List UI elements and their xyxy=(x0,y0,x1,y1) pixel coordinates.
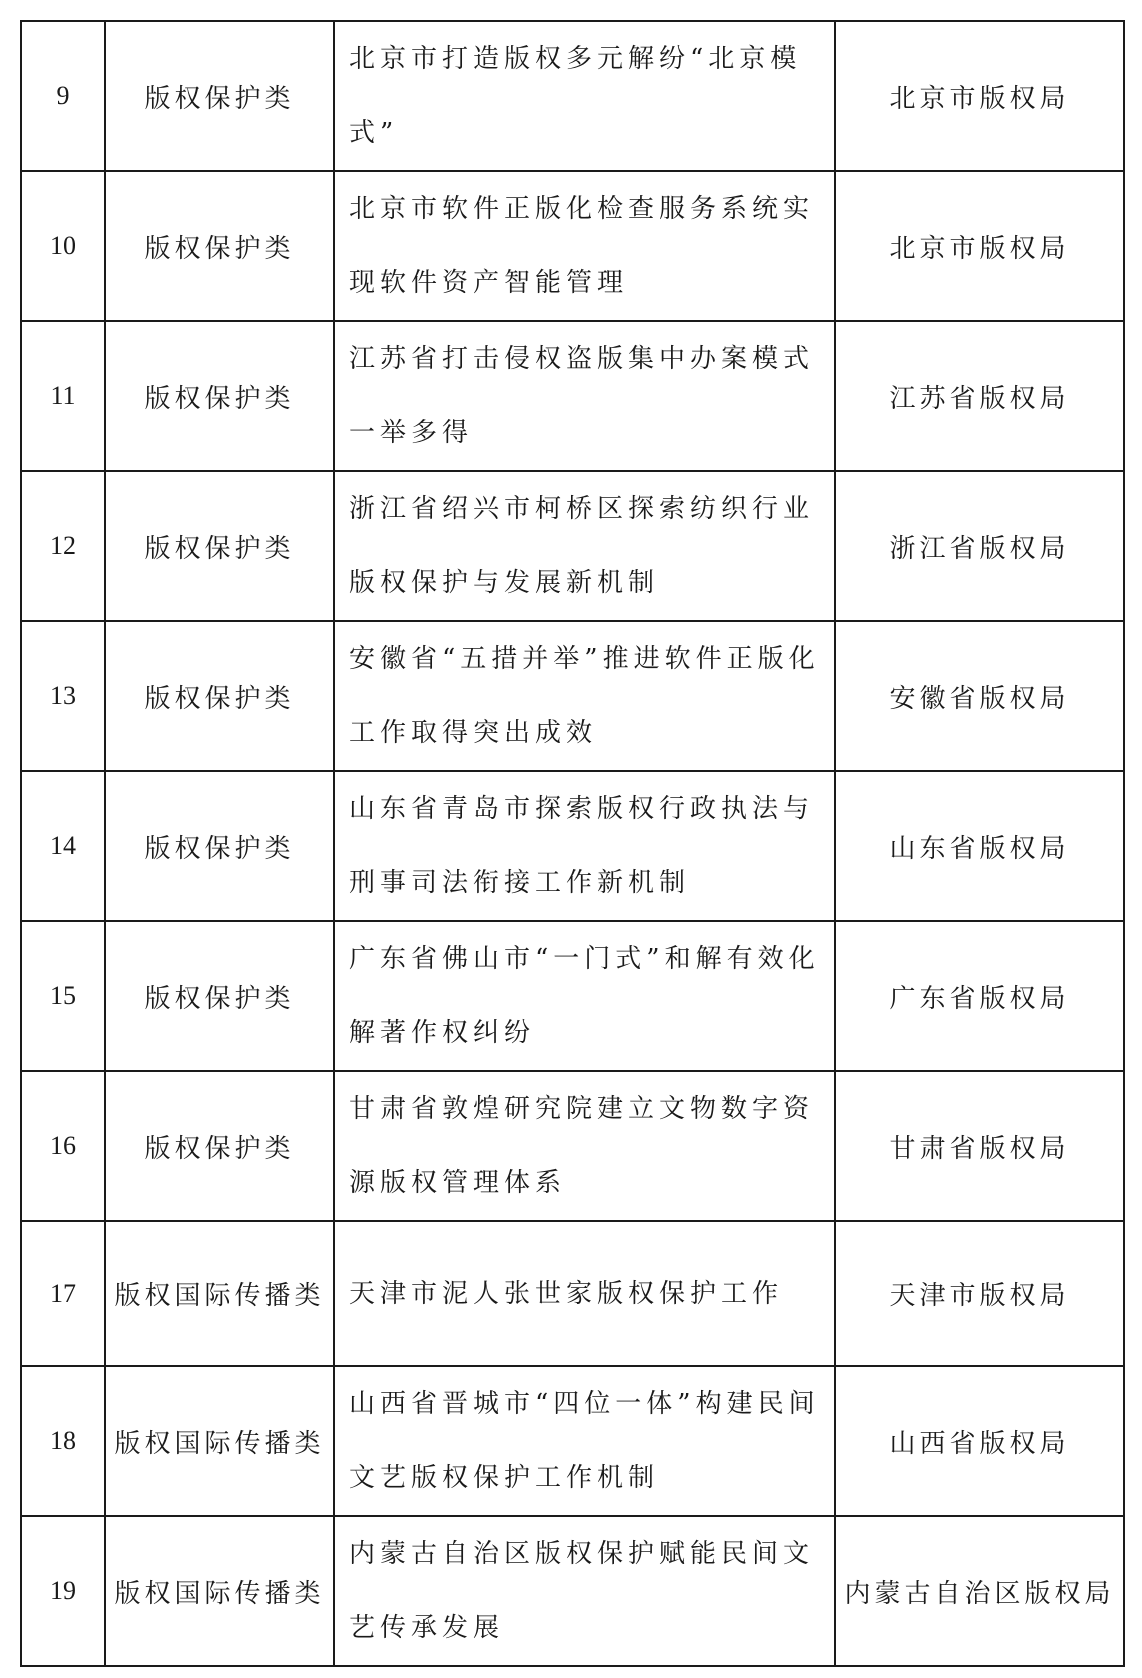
category-cell: 版权保护类 xyxy=(105,321,334,471)
case-title: 内蒙古自治区版权保护赋能民间文艺传承发展 xyxy=(349,1539,815,1643)
case-title: 山东省青岛市探索版权行政执法与刑事司法衔接工作新机制 xyxy=(349,794,815,898)
organization-cell: 广东省版权局 xyxy=(835,921,1124,1071)
table-row xyxy=(21,1366,1124,1516)
cases-table-body xyxy=(21,21,1124,1666)
case-title: 甘肃省敦煌研究院建立文物数字资源版权管理体系 xyxy=(349,1094,815,1198)
case-title-cell xyxy=(334,771,835,921)
organization-cell: 安徽省版权局 xyxy=(835,621,1124,771)
case-title-cell xyxy=(334,21,835,171)
case-title-cell xyxy=(334,1221,835,1366)
table-row xyxy=(21,921,1124,1071)
category-cell: 版权保护类 xyxy=(105,471,334,621)
case-title: 浙江省绍兴市柯桥区探索纺织行业版权保护与发展新机制 xyxy=(349,494,815,598)
case-title-cell xyxy=(334,171,835,321)
table-row xyxy=(21,321,1124,471)
case-title: 北京市软件正版化检查服务系统实现软件资产智能管理 xyxy=(349,194,815,298)
case-title-cell xyxy=(334,1071,835,1221)
case-title: 山西省晋城市“四位一体”构建民间文艺版权保护工作机制 xyxy=(349,1389,820,1493)
case-title-cell xyxy=(334,471,835,621)
case-title-cell xyxy=(334,621,835,771)
organization-cell: 山东省版权局 xyxy=(835,771,1124,921)
cases-table xyxy=(20,20,1125,1667)
organization-cell: 甘肃省版权局 xyxy=(835,1071,1124,1221)
organization-cell: 北京市版权局 xyxy=(835,171,1124,321)
row-number: 11 xyxy=(21,321,105,471)
case-title-cell xyxy=(334,921,835,1071)
case-title-cell xyxy=(334,1516,835,1666)
category-cell: 版权国际传播类 xyxy=(105,1221,334,1366)
row-number: 17 xyxy=(21,1221,105,1366)
table-row xyxy=(21,621,1124,771)
category-cell: 版权国际传播类 xyxy=(105,1366,334,1516)
row-number: 14 xyxy=(21,771,105,921)
case-title-cell xyxy=(334,321,835,471)
category-cell: 版权保护类 xyxy=(105,21,334,171)
table-row xyxy=(21,1516,1124,1666)
case-title-cell xyxy=(334,1366,835,1516)
row-number: 19 xyxy=(21,1516,105,1666)
row-number: 18 xyxy=(21,1366,105,1516)
row-number: 13 xyxy=(21,621,105,771)
table-row xyxy=(21,771,1124,921)
case-title: 天津市泥人张世家版权保护工作 xyxy=(349,1278,784,1309)
category-cell: 版权国际传播类 xyxy=(105,1516,334,1666)
table-row xyxy=(21,21,1124,171)
organization-cell: 浙江省版权局 xyxy=(835,471,1124,621)
row-number: 16 xyxy=(21,1071,105,1221)
row-number: 9 xyxy=(21,21,105,171)
table-row xyxy=(21,1071,1124,1221)
organization-cell: 北京市版权局 xyxy=(835,21,1124,171)
table-row xyxy=(21,471,1124,621)
row-number: 12 xyxy=(21,471,105,621)
category-cell: 版权保护类 xyxy=(105,921,334,1071)
category-cell: 版权保护类 xyxy=(105,771,334,921)
category-cell: 版权保护类 xyxy=(105,171,334,321)
organization-cell: 内蒙古自治区版权局 xyxy=(835,1516,1124,1666)
case-title: 北京市打造版权多元解纷“北京模式” xyxy=(349,44,802,148)
table-row xyxy=(21,1221,1124,1366)
case-title: 江苏省打击侵权盗版集中办案模式一举多得 xyxy=(349,344,815,448)
case-title: 安徽省“五措并举”推进软件正版化工作取得突出成效 xyxy=(349,644,820,748)
row-number: 15 xyxy=(21,921,105,1071)
category-cell: 版权保护类 xyxy=(105,1071,334,1221)
organization-cell: 江苏省版权局 xyxy=(835,321,1124,471)
organization-cell: 山西省版权局 xyxy=(835,1366,1124,1516)
row-number: 10 xyxy=(21,171,105,321)
organization-cell: 天津市版权局 xyxy=(835,1221,1124,1366)
case-title: 广东省佛山市“一门式”和解有效化解著作权纠纷 xyxy=(349,944,820,1048)
table-row xyxy=(21,171,1124,321)
category-cell: 版权保护类 xyxy=(105,621,334,771)
